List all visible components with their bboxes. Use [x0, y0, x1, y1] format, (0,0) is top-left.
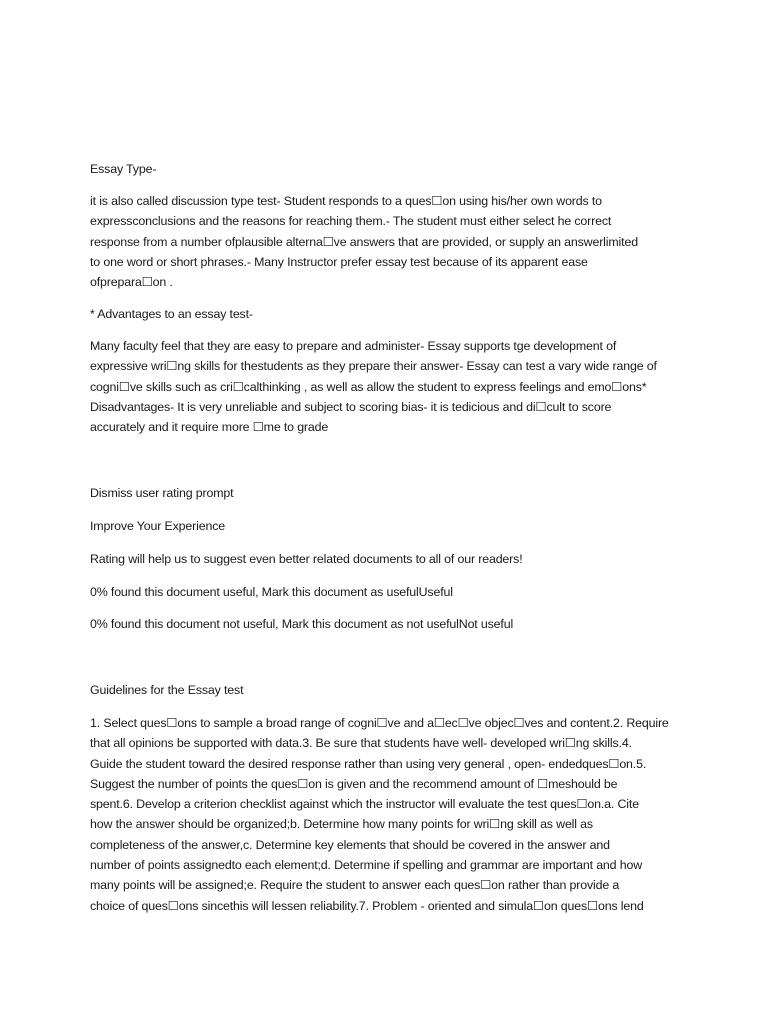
advantages-heading: * Advantages to an essay test- [90, 307, 253, 321]
dismiss-rating-prompt-link[interactable]: Dismiss user rating prompt [90, 486, 234, 500]
essay-definition-paragraph: it is also called discussion type test- Student responds to a ques☐on using his/her own words to expressconclusions and the reasons for reaching them.- The student must either select he correct response from a number ofplausible alterna☐ve answers that are provided, or supply an answerlimited to one word or short phrases.- Many Instructor prefer essay test because of its apparent ease ofprepara☐on . [90, 194, 638, 290]
guidelines-heading: Guidelines for the Essay test [90, 683, 244, 697]
document-page [90, 0, 690, 1024]
essay-type-heading: Essay Type- [90, 162, 157, 176]
mark-useful-link[interactable]: 0% found this document useful, Mark this document as usefulUseful [90, 585, 453, 599]
mark-not-useful-link[interactable]: 0% found this document not useful, Mark this document as not usefulNot useful [90, 617, 514, 631]
rating-prompt-title: Improve Your Experience [90, 519, 225, 533]
guidelines-paragraph: 1. Select ques☐ons to sample a broad range of cogni☐ve and a☐ec☐ve objec☐ves and content.2. Require that all opinions be supported with data.3. Be sure that students have well- developed wri☐ng skills.4. Guide the student toward the desired response rather than using very general , open- endedques☐on.5. Suggest the number of points the ques☐on is given and the recommend amount of ☐meshould be spent.6. Develop a criterion checklist against which the instructor will evaluate the test ques☐on.a. Cite how the answer should be organized;b. Determine how many points for wri☐ng skill as well as completeness of the answer,c. Determine key elements that should be covered in the answer and number of points assignedto each element;d. Determine if spelling and grammar are important and how many points will be assigned;e. Require the student to answer each ques☐on rather than provide a choice of ques☐ons sincethis will lessen reliability.7. Problem - oriented and simula☐on ques☐ons lend [90, 716, 669, 913]
advantages-paragraph: Many faculty feel that they are easy to prepare and administer- Essay supports tge development of expressive wri☐ng skills for thestudents as they prepare their answer- Essay can test a vary wide range of cogni☐ve skills such as cri☐calthinking , as well as allow the student to express feelings and emo☐ons* Disadvantages- It is very unreliable and subject to scoring bias- it is tedicious and di☐cult to score accurately and it require more ☐me to grade [90, 339, 657, 435]
rating-prompt-message: Rating will help us to suggest even better related documents to all of our readers! [90, 552, 523, 566]
